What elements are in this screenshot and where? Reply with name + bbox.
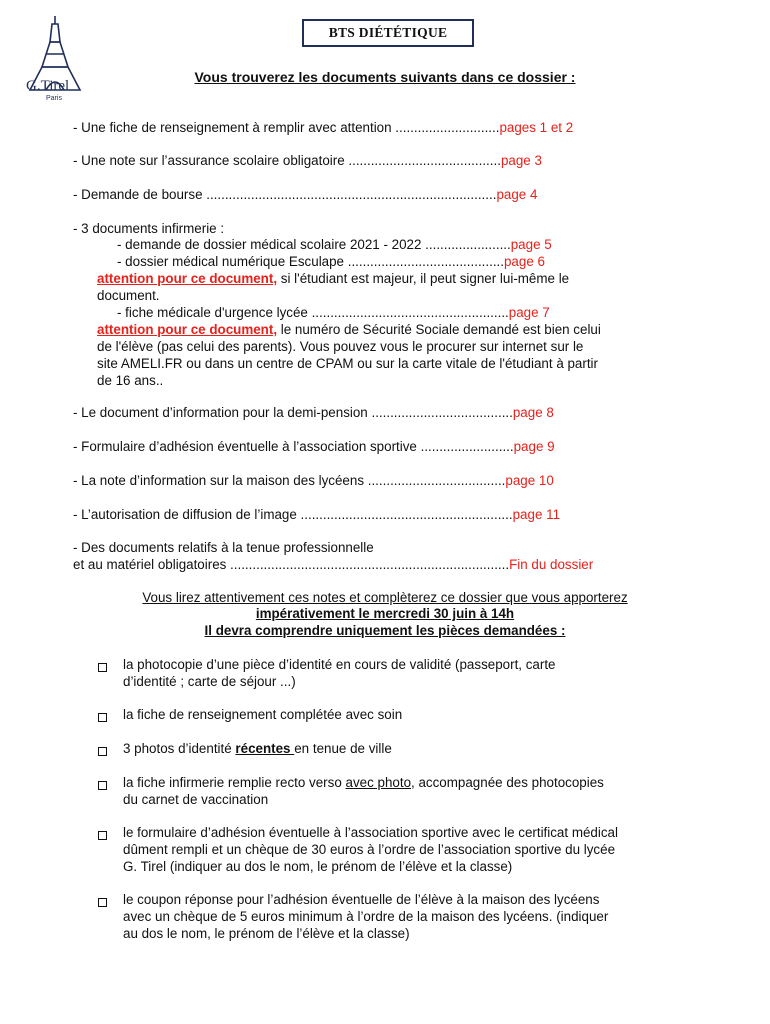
checkbox-icon[interactable] (98, 744, 107, 759)
notice-line1: Vous lirez attentivement ces notes et complèterez ce dossier que vous apporterez (142, 590, 628, 605)
attention-note-1: attention pour ce document, si l'étudiant est majeur, il peut signer lui-même le (97, 271, 570, 286)
attention-note-2-line4: de 16 ans.. (97, 373, 164, 388)
list-item-assurance: - Une note sur l’assurance scolaire obligatoire .........................................page 3 (73, 153, 542, 168)
list-item-diffusion-image: - L’autorisation de diffusion de l’image .........................................................page 11 (73, 507, 561, 522)
list-item-maison-lyceens: - La note d’information sur la maison des lycéens .....................................page 10 (73, 473, 554, 488)
attention-note-2-line2: de l'élève (pas celui des parents). Vous pouvez vous le procurer sur internet sur le (97, 339, 584, 354)
checkbox-icon[interactable] (98, 660, 107, 675)
checklist-item-maison-line2: avec un chèque de 5 euros minimum à l’ordre de la maison des lycéens. (indiquer (123, 909, 609, 924)
attention-note-2-line3: site AMELI.FR ou dans un centre de CPAM ou sur la carte vitale de l'étudiant à partir (97, 356, 598, 371)
checklist-item-fiche: la fiche de renseignement complétée avec soin (123, 707, 403, 722)
list-item-bourse: - Demande de bourse ..............................................................................page 4 (73, 187, 538, 202)
checklist-item-sportive-line2: dûment rempli et un chèque de 30 euros à l’ordre de l’association sportive du lycée (123, 842, 616, 857)
checklist-item-sportive-line3: G. Tirel (indiquer au dos le nom, le prénom de l’élève et la classe) (123, 859, 513, 874)
list-item-association-sportive: - Formulaire d’adhésion éventuelle à l’association sportive .........................page 9 (73, 439, 555, 454)
list-item-tenue-line2: et au matériel obligatoires ...........................................................................Fin du dossier (73, 557, 594, 572)
checklist-item-infirmerie-line2: du carnet de vaccination (123, 792, 269, 807)
list-subitem-esculape: - dossier médical numérique Esculape ..........................................page 6 (117, 254, 545, 269)
checklist-item-photos: 3 photos d’identité récentes en tenue de ville (123, 741, 392, 756)
checklist-item-identite: la photocopie d’une pièce d’identité en cours de validité (passeport, carte (123, 657, 556, 672)
list-item-demi-pension: - Le document d’information pour la demi-pension ......................................page 8 (73, 405, 554, 420)
title-box (302, 19, 474, 47)
checklist-item-infirmerie: la fiche infirmerie remplie recto verso avec photo, accompagnée des photocopies (123, 775, 604, 790)
attention-note-1-line2: document. (97, 288, 160, 303)
list-item-tenue-line1: - Des documents relatifs à la tenue professionnelle (73, 540, 374, 555)
checklist-item-sportive: le formulaire d’adhésion éventuelle à l’association sportive avec le certificat médical (123, 825, 618, 840)
page-title: BTS DIÉTÉTIQUE (328, 25, 448, 40)
checkbox-icon[interactable] (98, 710, 107, 725)
checklist-item-maison-line3: au dos le nom, le prénom de l’élève et la classe) (123, 926, 410, 941)
checkbox-icon[interactable] (98, 895, 107, 910)
intro-heading: Vous trouverez les documents suivants dans ce dossier : (194, 69, 576, 85)
list-item-fiche: - Une fiche de renseignement à remplir avec attention ............................pages 1 et 2 (73, 120, 574, 135)
logo-city: Paris (46, 95, 62, 102)
logo-name: G.Tirel (26, 78, 70, 94)
checklist-item-identite-line2: d’identité ; carte de séjour ...) (123, 674, 296, 689)
list-subitem-dossier-medical: - demande de dossier médical scolaire 2021 - 2022 .......................page 5 (117, 237, 552, 252)
attention-note-2: attention pour ce document, le numéro de Sécurité Sociale demandé est bien celui (97, 322, 601, 337)
checkbox-icon[interactable] (98, 778, 107, 793)
notice-line2: impérativement le mercredi 30 juin à 14h (255, 606, 515, 621)
notice-line3: Il devra comprendre uniquement les pièces demandées : (204, 623, 566, 638)
checkbox-icon[interactable] (98, 828, 107, 843)
checklist-item-maison: le coupon réponse pour l’adhésion éventuelle de l’élève à la maison des lycéens (123, 892, 600, 907)
list-subitem-fiche-urgence: - fiche médicale d'urgence lycée .....................................................page 7 (117, 305, 550, 320)
list-item-infirmerie-title: - 3 documents infirmerie : (73, 221, 225, 236)
